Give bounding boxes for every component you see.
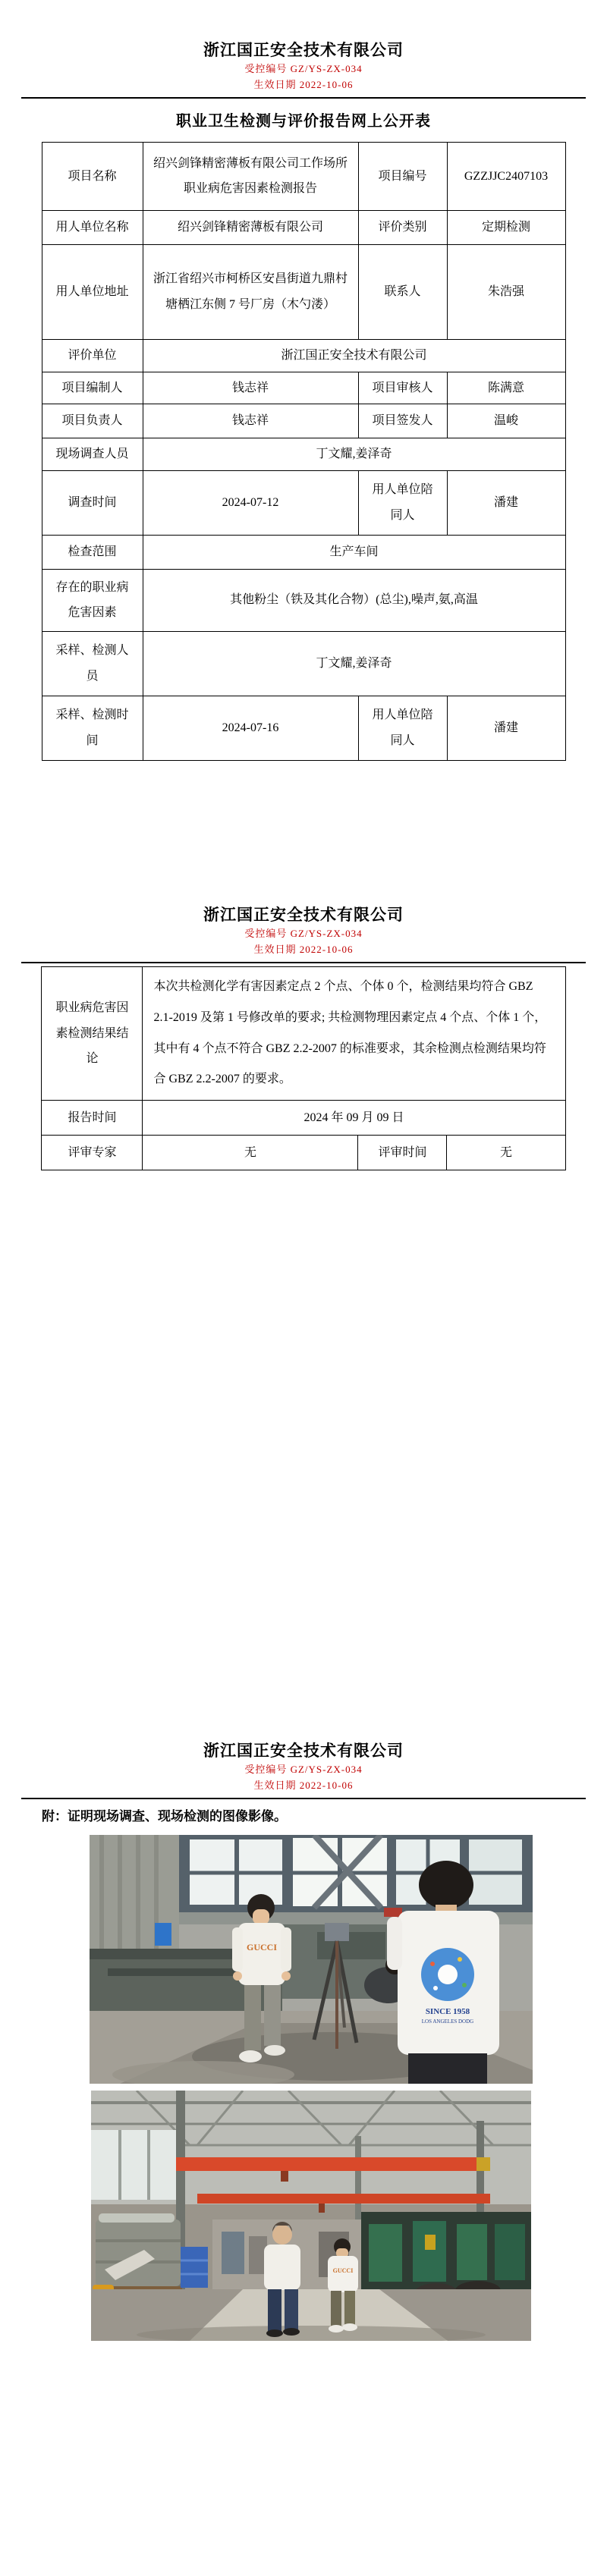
effective-date: 生效日期 2022-10-06 xyxy=(253,1780,354,1792)
cell-label: 联系人 xyxy=(358,244,447,339)
control-number: 受控编号 GZ/YS-ZX-034 xyxy=(244,1764,363,1776)
cell-label: 报告时间 xyxy=(42,1101,143,1136)
safety-sign-blue xyxy=(155,1923,171,1946)
hazard-label xyxy=(425,2235,436,2250)
cell-value: 定期检测 xyxy=(447,210,565,244)
cell-value: 生产车间 xyxy=(143,535,565,569)
cell-label: 评价类别 xyxy=(358,210,447,244)
section-project-info xyxy=(0,39,607,761)
cell-value: 2024 年 09 月 09 日 xyxy=(143,1101,565,1136)
cell-label: 项目审核人 xyxy=(358,372,447,404)
project-info-table xyxy=(42,142,566,761)
effective-date: 生效日期 2022-10-06 xyxy=(253,79,354,91)
attachment-note: 附：证明现场调查、现场检测的图像影像。 xyxy=(42,1808,287,1824)
section-attachment xyxy=(0,1740,607,2341)
cell-label: 用人单位名称 xyxy=(42,210,143,244)
site-photo-2-illustration xyxy=(91,2091,531,2341)
cell-value: 丁文耀,姜泽奇 xyxy=(143,438,565,471)
cell-value: 浙江国正安全技术有限公司 xyxy=(143,339,565,372)
table-row xyxy=(42,966,565,1100)
cell-label: 项目编制人 xyxy=(42,372,143,404)
control-number: 受控编号 GZ/YS-ZX-034 xyxy=(244,928,363,940)
table-row xyxy=(42,1136,565,1170)
crane-hoist xyxy=(319,2204,325,2213)
shirt-back-text-line2: LOS ANGELES DODG xyxy=(421,2018,474,2025)
effective-date: 生效日期 2022-10-06 xyxy=(253,944,354,956)
cell-value: 浙江省绍兴市柯桥区安昌街道九鼎村塘栖江东侧 7 号厂房（木勺溇） xyxy=(143,244,358,339)
cell-label: 用人单位陪同人 xyxy=(358,470,447,535)
header-divider xyxy=(21,1798,586,1799)
cell-value: GZZJJC2407103 xyxy=(447,142,565,210)
table-row xyxy=(42,535,565,569)
table-row xyxy=(42,631,565,696)
company-name: 浙江国正安全技术有限公司 xyxy=(203,1742,404,1760)
cell-value-conclusion: 本次共检测化学有害因素定点 2 个点、个体 0 个，检测结果均符合 GBZ 2.1-2019 及第 1 号修改单的要求; 共检测物理因素定点 4 个点、个体 1 个，其中有 4 个点不符合 GBZ 2.2-2007 的标准要求，其余检测点检测结果均符合 GBZ 2.2-2007 的要求。 xyxy=(143,966,565,1100)
table-row xyxy=(42,142,565,210)
table-row xyxy=(42,470,565,535)
cell-value: 钱志祥 xyxy=(143,372,358,404)
cell-label: 采样、检测人员 xyxy=(42,631,143,696)
cell-label: 用人单位地址 xyxy=(42,244,143,339)
floor xyxy=(91,2289,531,2341)
site-photo-workshop xyxy=(91,2091,531,2341)
cell-value: 丁文耀,姜泽奇 xyxy=(143,631,565,696)
company-name: 浙江国正安全技术有限公司 xyxy=(203,41,404,59)
cell-label: 调查时间 xyxy=(42,470,143,535)
cell-label: 项目签发人 xyxy=(358,404,447,438)
cell-value: 钱志祥 xyxy=(143,404,358,438)
cell-value: 其他粉尘（铁及其化合物）(总尘),噪声,氨,高温 xyxy=(143,569,565,631)
table-row xyxy=(42,438,565,471)
conclusion-table xyxy=(41,966,565,1170)
cell-label: 评审时间 xyxy=(358,1136,447,1170)
document-title: 职业卫生检测与评价报告网上公开表 xyxy=(176,112,431,130)
cell-label: 项目名称 xyxy=(42,142,143,210)
shirt-back-text-line1: SINCE 1958 xyxy=(425,2006,470,2016)
cell-label: 评审专家 xyxy=(42,1136,143,1170)
cell-value: 潘建 xyxy=(447,696,565,760)
cell-value: 陈满意 xyxy=(447,372,565,404)
cell-label: 评价单位 xyxy=(42,339,143,372)
table-row xyxy=(42,696,565,760)
cell-label: 项目编号 xyxy=(358,142,447,210)
cell-label: 采样、检测时间 xyxy=(42,696,143,760)
shirt-print-text: GUCCI xyxy=(246,1941,278,1952)
cell-label: 检查范围 xyxy=(42,535,143,569)
table-row xyxy=(42,404,565,438)
cell-value: 无 xyxy=(143,1136,358,1170)
cell-value: 2024-07-12 xyxy=(143,470,358,535)
table-row xyxy=(42,244,565,339)
section-conclusion xyxy=(0,904,607,1170)
table-row xyxy=(42,372,565,404)
table-row xyxy=(42,339,565,372)
blue-crates xyxy=(181,2247,208,2288)
cell-value: 绍兴剑锋精密薄板有限公司 xyxy=(143,210,358,244)
table-row xyxy=(42,210,565,244)
site-photo-inspection xyxy=(90,1835,533,2084)
control-number: 受控编号 GZ/YS-ZX-034 xyxy=(244,63,363,75)
cell-label: 存在的职业病危害因素 xyxy=(42,569,143,631)
cell-value: 无 xyxy=(447,1136,565,1170)
cell-label: 现场调查人员 xyxy=(42,438,143,471)
header-divider xyxy=(21,97,586,99)
header-divider xyxy=(21,962,586,963)
cell-value: 绍兴剑锋精密薄板有限公司工作场所职业病危害因素检测报告 xyxy=(143,142,358,210)
table-row xyxy=(42,569,565,631)
cell-value: 朱浩强 xyxy=(447,244,565,339)
cell-label: 职业病危害因素检测结果结论 xyxy=(42,966,143,1100)
cell-label: 项目负责人 xyxy=(42,404,143,438)
cell-label: 用人单位陪同人 xyxy=(358,696,447,760)
shirt-print-text: GUCCI xyxy=(332,2267,354,2274)
crane-hoist xyxy=(281,2171,288,2182)
company-header-3 xyxy=(0,1740,607,1799)
table-row xyxy=(42,1101,565,1136)
site-photo-1-illustration xyxy=(90,1835,533,2084)
cell-value: 潘建 xyxy=(447,470,565,535)
company-header-1 xyxy=(0,39,607,99)
company-name: 浙江国正安全技术有限公司 xyxy=(203,906,404,924)
cell-value: 2024-07-16 xyxy=(143,696,358,760)
cell-value: 温峻 xyxy=(447,404,565,438)
company-header-2 xyxy=(0,904,607,963)
